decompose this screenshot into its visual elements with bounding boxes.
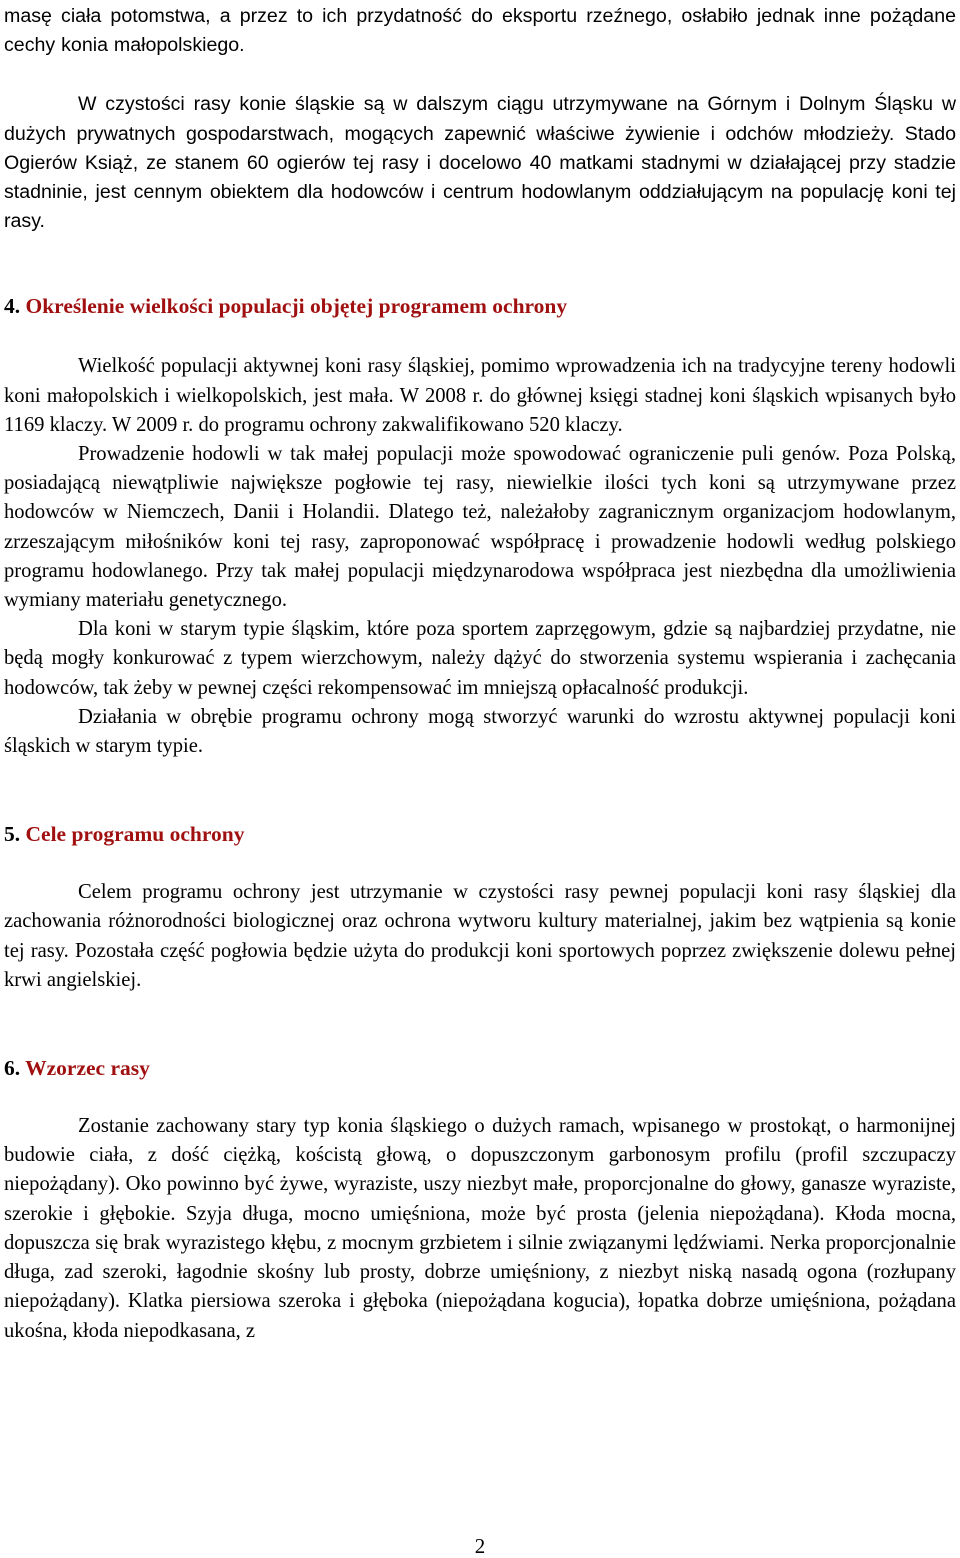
section-6-number: 6.	[4, 1056, 21, 1081]
intro-paragraph-text-b: Stado Ogierów Książ, ze stanem 60 ogierów tej rasy i docelowo 40 matkami stadnymi w działającej przy stadzie stadninie, jest cennym obiektem dla hodowców i centrum hodowlanym oddziałującym na populację koni tej rasy.	[4, 122, 957, 233]
page-number: 2	[474, 1534, 486, 1558]
section-5-title: Cele programu ochrony	[25, 822, 245, 847]
section-5-heading	[4, 820, 956, 849]
section-5-paragraph: Celem programu ochrony jest utrzymanie w czystości rasy pewnej populacji koni rasy śląskiej dla zachowania różnorodności biologicznej oraz ochrona wytworu kultury materialnej, jakim bez wątpienia są konie tej rasy. Pozostała część pogłowia będzie użyta do produkcji koni sportowych poprzez zwiększenie dolewu pełnej krwi angielskiej.	[4, 881, 956, 991]
section-6-title: Wzorzec rasy	[25, 1056, 150, 1081]
section-4-heading	[4, 292, 956, 321]
section-5-number: 5.	[4, 822, 21, 847]
section-4-paragraph-1: Wielkość populacji aktywnej koni rasy śląskiej, pomimo wprowadzenia ich na tradycyjne tereny hodowli koni małopolskich i wielkopolskich, jest mała. W 2008 r. do głównej księgi stadnej koni śląskich wpisanych było 1169 klaczy. W 2009 r. do programu ochrony zakwalifikowano 520 klaczy.	[4, 355, 956, 436]
section-4-title: Określenie wielkości populacji objętej programem ochrony	[25, 294, 568, 319]
section-6-heading	[4, 1054, 956, 1083]
section-4-paragraph-3: Dla koni w starym typie śląskim, które poza sportem zaprzęgowym, gdzie są najbardziej przydatne, nie będą mogły konkurować z typem wierzchowym, należy dążyć do stworzenia systemu wspierania i zachęcania hodowców, tak żeby w pewnej części rekompensować im mniejszą opłacalność produkcji.	[4, 618, 956, 699]
section-4-paragraph-4: Działania w obrębie programu ochrony mogą stworzyć warunki do wzrostu aktywnej populacji koni śląskich w starym typie.	[4, 705, 956, 758]
intro-paragraph	[4, 90, 956, 236]
section-4-paragraph-2: Prowadzenie hodowli w tak małej populacji może spowodować ograniczenie puli genów. Poza Polską, posiadającą niewątpliwie największe pogłowie tej rasy, niewielkie ilości tych koni są utrzymywane przez hodowców w Niemczech, Danii i Holandii. Dlatego też, należałoby zagranicznym organizacjom hodowlanym, zrzeszającym miłośników koni tej rasy, zaproponować współpracę i prowadzenie hodowli według polskiego programu hodowlanego. Przy tak małej populacji międzynarodowa współpraca jest niezbędna dla umożliwienia wymiany materiału genetycznego.	[4, 443, 956, 612]
section-4-number: 4.	[4, 294, 21, 319]
document-page	[4, 0, 956, 1346]
section-6-paragraph: Zostanie zachowany stary typ konia śląskiego o dużych ramach, wpisanego w prostokąt, o harmonijnej budowie ciała, z dość ciężką, kościstą głową, o dopuszczonym garbonosym profilu (profil szczupaczy niepożądany). Oko powinno być żywe, wyraziste, uszy niezbyt małe, proporcjonalne do głowy, ganasze wyraziste, szerokie i głębokie. Szyja długa, mocno umięśniona, może być prosta (jelenia niepożądana). Kłoda mocna, dopuszcza się brak wyrazistego kłębu, z mocnym grzbietem i silnie związanymi lędźwiami. Nerka proporcjonalnie długa, zad szeroki, łagodnie skośny lub prosty, dobrze umięśniony, z niezbyt niską nasadą ogona (rozłupany niepożądany). Klatka piersiowa szeroka i głęboka (niepożądana kogucia), łopatka dobrze umięśniona, pożądana ukośna, kłoda niepodkasana, z	[4, 1115, 956, 1342]
intro-paragraph-continuation: masę ciała potomstwa, a przez to ich przydatność do eksportu rzeźnego, osłabiło jednak inne pożądane cechy konia małopolskiego.	[4, 5, 956, 57]
intro-paragraph-text-a: W czystości rasy konie śląskie są w dalszym ciągu utrzymywane na Górnym i Dolnym Śląsku w dużych prywatnych gospodarstwach, mogących zapewnić właściwe żywienie i odchów młodzieży.	[4, 93, 956, 145]
